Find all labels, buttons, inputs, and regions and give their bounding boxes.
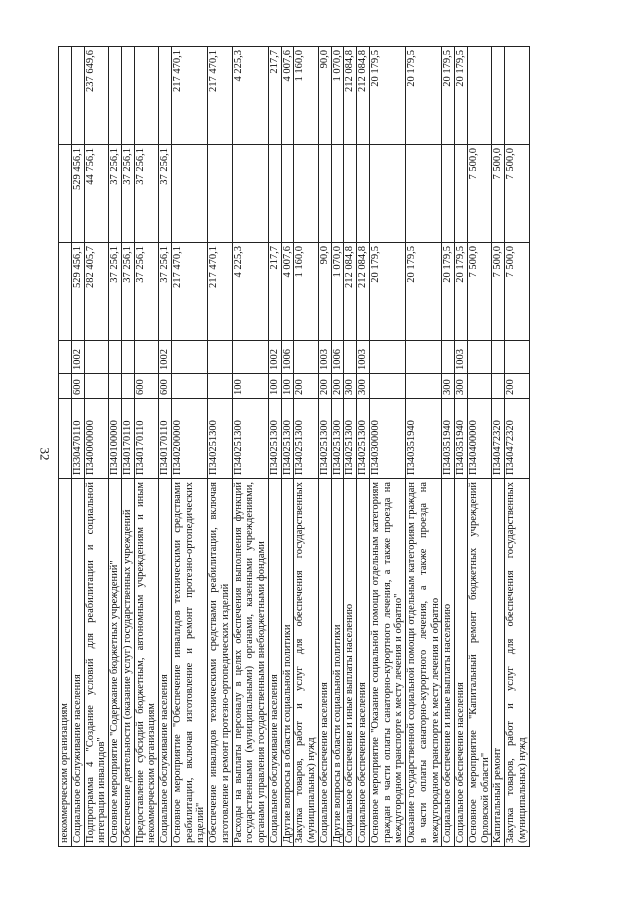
- row-section: [406, 341, 442, 374]
- row-code: П340170110: [121, 399, 134, 479]
- row-regional-budget: 37 256,1: [121, 145, 134, 243]
- row-total: 37 256,1: [159, 243, 172, 341]
- row-name: Предоставление субсидий бюджетным, автономным учреждениям и иным некоммерческим организациям: [134, 479, 159, 847]
- row-regional-budget: [171, 145, 207, 243]
- row-regional-budget: 7 500,0: [492, 145, 505, 243]
- row-section: 1002: [159, 341, 172, 374]
- table-row: [121, 47, 134, 847]
- row-code: П340300000: [369, 399, 405, 479]
- row-regional-budget: [281, 145, 294, 243]
- row-code: П340000000: [84, 399, 109, 479]
- row-total: 212 084,8: [357, 243, 370, 341]
- row-section: [109, 341, 122, 374]
- row-code: П340400000: [467, 399, 492, 479]
- row-expense-type: [406, 374, 442, 399]
- table-row: [442, 47, 455, 847]
- table-row: [369, 47, 405, 847]
- row-federal-budget: 20 179,5: [369, 47, 405, 145]
- row-federal-budget: 217 470,1: [171, 47, 207, 145]
- row-section: [505, 341, 530, 374]
- row-section: 1006: [331, 341, 344, 374]
- row-code: П340251300: [268, 399, 281, 479]
- row-section: [121, 341, 134, 374]
- row-regional-budget: 37 256,1: [109, 145, 122, 243]
- row-code: П340170110: [159, 399, 172, 479]
- table-row: [344, 47, 357, 847]
- row-section: 1003: [357, 341, 370, 374]
- row-regional-budget: [59, 145, 72, 243]
- table-row: [467, 47, 492, 847]
- row-expense-type: [59, 374, 72, 399]
- row-expense-type: [492, 374, 505, 399]
- row-total: 217,7: [268, 243, 281, 341]
- row-expense-type: 200: [318, 374, 331, 399]
- row-federal-budget: 1 160,0: [294, 47, 319, 145]
- row-federal-budget: 20 179,5: [455, 47, 468, 145]
- row-name: Основное мероприятие "Обеспечение инвалидов техническими средствами реабилитации, включая изготовление и ремонт протезно-ортопедических изделий": [171, 479, 207, 847]
- row-name: Основное мероприятие "Капитальный ремонт бюджетных учреждений Орловской области": [467, 479, 492, 847]
- row-total: 4 225,3: [232, 243, 268, 341]
- row-federal-budget: [121, 47, 134, 145]
- row-name: Закупка товаров, работ и услуг для обеспечения государственных (муниципальных) нужд: [505, 479, 530, 847]
- row-code: П340472320: [505, 399, 530, 479]
- row-code: П340170110: [134, 399, 159, 479]
- row-expense-type: 600: [71, 374, 84, 399]
- row-regional-budget: [331, 145, 344, 243]
- row-expense-type: 200: [505, 374, 530, 399]
- row-expense-type: [369, 374, 405, 399]
- row-federal-budget: [159, 47, 172, 145]
- row-name: Другие вопросы в области социальной политики: [331, 479, 344, 847]
- row-total: 4 007,6: [281, 243, 294, 341]
- row-expense-type: 100: [232, 374, 268, 399]
- row-code: П340351940: [455, 399, 468, 479]
- row-code: П340251300: [344, 399, 357, 479]
- row-section: [84, 341, 109, 374]
- row-section: [208, 341, 233, 374]
- row-expense-type: [171, 374, 207, 399]
- row-code: [59, 399, 72, 479]
- row-expense-type: 600: [134, 374, 159, 399]
- row-section: [59, 341, 72, 374]
- row-expense-type: 100: [281, 374, 294, 399]
- budget-table-body: [59, 47, 530, 847]
- row-total: 217 470,1: [171, 243, 207, 341]
- row-federal-budget: [59, 47, 72, 145]
- table-row: [232, 47, 268, 847]
- row-name: Социальное обеспечение населения: [455, 479, 468, 847]
- table-row: [357, 47, 370, 847]
- row-section: [492, 341, 505, 374]
- row-expense-type: [109, 374, 122, 399]
- row-regional-budget: 529 456,1: [71, 145, 84, 243]
- row-regional-budget: [294, 145, 319, 243]
- row-code: П340351940: [442, 399, 455, 479]
- row-name: Социальное обеспечение населения: [357, 479, 370, 847]
- row-regional-budget: 37 256,1: [159, 145, 172, 243]
- row-total: 7 500,0: [467, 243, 492, 341]
- row-name: Социальное обеспечение и иные выплаты населению: [442, 479, 455, 847]
- row-total: 37 256,1: [134, 243, 159, 341]
- row-federal-budget: 217 470,1: [208, 47, 233, 145]
- row-federal-budget: 20 179,5: [442, 47, 455, 145]
- row-regional-budget: [268, 145, 281, 243]
- row-federal-budget: 237 649,6: [84, 47, 109, 145]
- rotated-table-wrapper: [58, 47, 598, 847]
- row-expense-type: 200: [331, 374, 344, 399]
- row-total: 20 179,5: [455, 243, 468, 341]
- row-name: Основное мероприятие "Содержание бюджетных учреждений": [109, 479, 122, 847]
- row-expense-type: 200: [294, 374, 319, 399]
- row-section: 1003: [318, 341, 331, 374]
- table-row: [455, 47, 468, 847]
- row-regional-budget: 7 500,0: [505, 145, 530, 243]
- row-expense-type: 300: [357, 374, 370, 399]
- row-federal-budget: [505, 47, 530, 145]
- table-row: [208, 47, 233, 847]
- row-federal-budget: 212 084,8: [357, 47, 370, 145]
- row-name: Другие вопросы в области социальной политики: [281, 479, 294, 847]
- row-section: [171, 341, 207, 374]
- row-total: 37 256,1: [121, 243, 134, 341]
- row-regional-budget: [455, 145, 468, 243]
- row-code: П340251300: [281, 399, 294, 479]
- row-regional-budget: [442, 145, 455, 243]
- table-row: [134, 47, 159, 847]
- table-row: [331, 47, 344, 847]
- table-row: [59, 47, 72, 847]
- row-section: [442, 341, 455, 374]
- row-federal-budget: [134, 47, 159, 145]
- row-code: П340200000: [171, 399, 207, 479]
- row-name: Социальное обслуживание населения: [268, 479, 281, 847]
- table-row: [281, 47, 294, 847]
- row-total: 7 500,0: [492, 243, 505, 341]
- row-name: Социальное обеспечение и иные выплаты населению: [344, 479, 357, 847]
- row-total: 1 070,0: [331, 243, 344, 341]
- row-section: [369, 341, 405, 374]
- row-expense-type: 100: [268, 374, 281, 399]
- row-name: Социальное обеспечение населения: [318, 479, 331, 847]
- row-section: 1002: [268, 341, 281, 374]
- row-section: [134, 341, 159, 374]
- row-expense-type: 300: [344, 374, 357, 399]
- row-regional-budget: [357, 145, 370, 243]
- row-federal-budget: [109, 47, 122, 145]
- row-code: П340351940: [406, 399, 442, 479]
- row-federal-budget: [492, 47, 505, 145]
- row-name: Расходы на выплаты персоналу в целях обеспечения выполнения функций государственными (муниципальными) органами, казенными учреждениями, органами управления государственными внебюджетными фондами: [232, 479, 268, 847]
- row-federal-budget: 217,7: [268, 47, 281, 145]
- row-federal-budget: 90,0: [318, 47, 331, 145]
- row-expense-type: 300: [442, 374, 455, 399]
- row-total: 90,0: [318, 243, 331, 341]
- row-section: [232, 341, 268, 374]
- row-federal-budget: 20 179,5: [406, 47, 442, 145]
- row-name: Социальное обслуживание населения: [159, 479, 172, 847]
- table-row: [406, 47, 442, 847]
- row-section: 1003: [455, 341, 468, 374]
- row-code: П340251300: [232, 399, 268, 479]
- row-regional-budget: [232, 145, 268, 243]
- row-name: некоммерческим организациям: [59, 479, 72, 847]
- row-total: 20 179,5: [406, 243, 442, 341]
- row-code: П340251300: [331, 399, 344, 479]
- row-regional-budget: [208, 145, 233, 243]
- row-federal-budget: [467, 47, 492, 145]
- row-code: П340472320: [492, 399, 505, 479]
- row-name: Закупка товаров, работ и услуг для обеспечения государственных (муниципальных) нужд: [294, 479, 319, 847]
- table-row: [294, 47, 319, 847]
- budget-table: [58, 46, 530, 847]
- row-name: Социальное обслуживание населения: [71, 479, 84, 847]
- row-code: П340100000: [109, 399, 122, 479]
- row-section: [344, 341, 357, 374]
- row-code: П340251300: [357, 399, 370, 479]
- row-code: П340251300: [208, 399, 233, 479]
- row-total: [59, 243, 72, 341]
- row-total: 7 500,0: [505, 243, 530, 341]
- row-total: 217 470,1: [208, 243, 233, 341]
- row-regional-budget: [344, 145, 357, 243]
- table-row: [71, 47, 84, 847]
- row-total: 20 179,5: [369, 243, 405, 341]
- row-regional-budget: [369, 145, 405, 243]
- row-code: П340251300: [318, 399, 331, 479]
- row-name: Оказание государственной социальной помощи отдельным категориям граждан в части оплаты санаторно-курортного лечения, а также проезда на междугородном транспорте к месту лечения и обратно: [406, 479, 442, 847]
- row-regional-budget: 7 500,0: [467, 145, 492, 243]
- row-name: Обеспечение деятельности (оказание услуг) государственных учреждений: [121, 479, 134, 847]
- row-total: 1 160,0: [294, 243, 319, 341]
- row-code: П340251300: [294, 399, 319, 479]
- row-section: 1002: [71, 341, 84, 374]
- row-federal-budget: 4 007,6: [281, 47, 294, 145]
- row-expense-type: [121, 374, 134, 399]
- row-section: [294, 341, 319, 374]
- row-name: Основное мероприятие "Оказание социальной помощи отдельным категориям граждан в части оплаты санаторно-курортного лечения, а также проезда на междугородном транспорте к месту лечения и обратно": [369, 479, 405, 847]
- row-expense-type: [84, 374, 109, 399]
- row-name: Подпрограмма 4 "Создание условий для реабилитации и социальной интеграции инвалидов": [84, 479, 109, 847]
- row-federal-budget: [71, 47, 84, 145]
- row-total: 282 405,7: [84, 243, 109, 341]
- row-regional-budget: 37 256,1: [134, 145, 159, 243]
- row-code: П330470110: [71, 399, 84, 479]
- table-row: [171, 47, 207, 847]
- row-expense-type: [208, 374, 233, 399]
- row-section: [467, 341, 492, 374]
- row-federal-budget: 4 225,3: [232, 47, 268, 145]
- table-row: [159, 47, 172, 847]
- table-row: [268, 47, 281, 847]
- table-row: [318, 47, 331, 847]
- row-expense-type: [467, 374, 492, 399]
- row-total: 529 456,1: [71, 243, 84, 341]
- row-federal-budget: 212 084,8: [344, 47, 357, 145]
- page-number: 32: [37, 447, 53, 461]
- row-total: 212 084,8: [344, 243, 357, 341]
- row-name: Обеспечение инвалидов техническими средствами реабилитации, включая изготовление и ремонт протезно-ортопедических изделий: [208, 479, 233, 847]
- row-regional-budget: [406, 145, 442, 243]
- table-row: [84, 47, 109, 847]
- row-total: 20 179,5: [442, 243, 455, 341]
- table-row: [492, 47, 505, 847]
- row-federal-budget: 1 070,0: [331, 47, 344, 145]
- row-total: 37 256,1: [109, 243, 122, 341]
- row-regional-budget: 44 756,1: [84, 145, 109, 243]
- table-row: [505, 47, 530, 847]
- row-section: 1006: [281, 341, 294, 374]
- row-expense-type: 300: [455, 374, 468, 399]
- row-regional-budget: [318, 145, 331, 243]
- table-row: [109, 47, 122, 847]
- row-name: Капитальный ремонт: [492, 479, 505, 847]
- row-expense-type: 600: [159, 374, 172, 399]
